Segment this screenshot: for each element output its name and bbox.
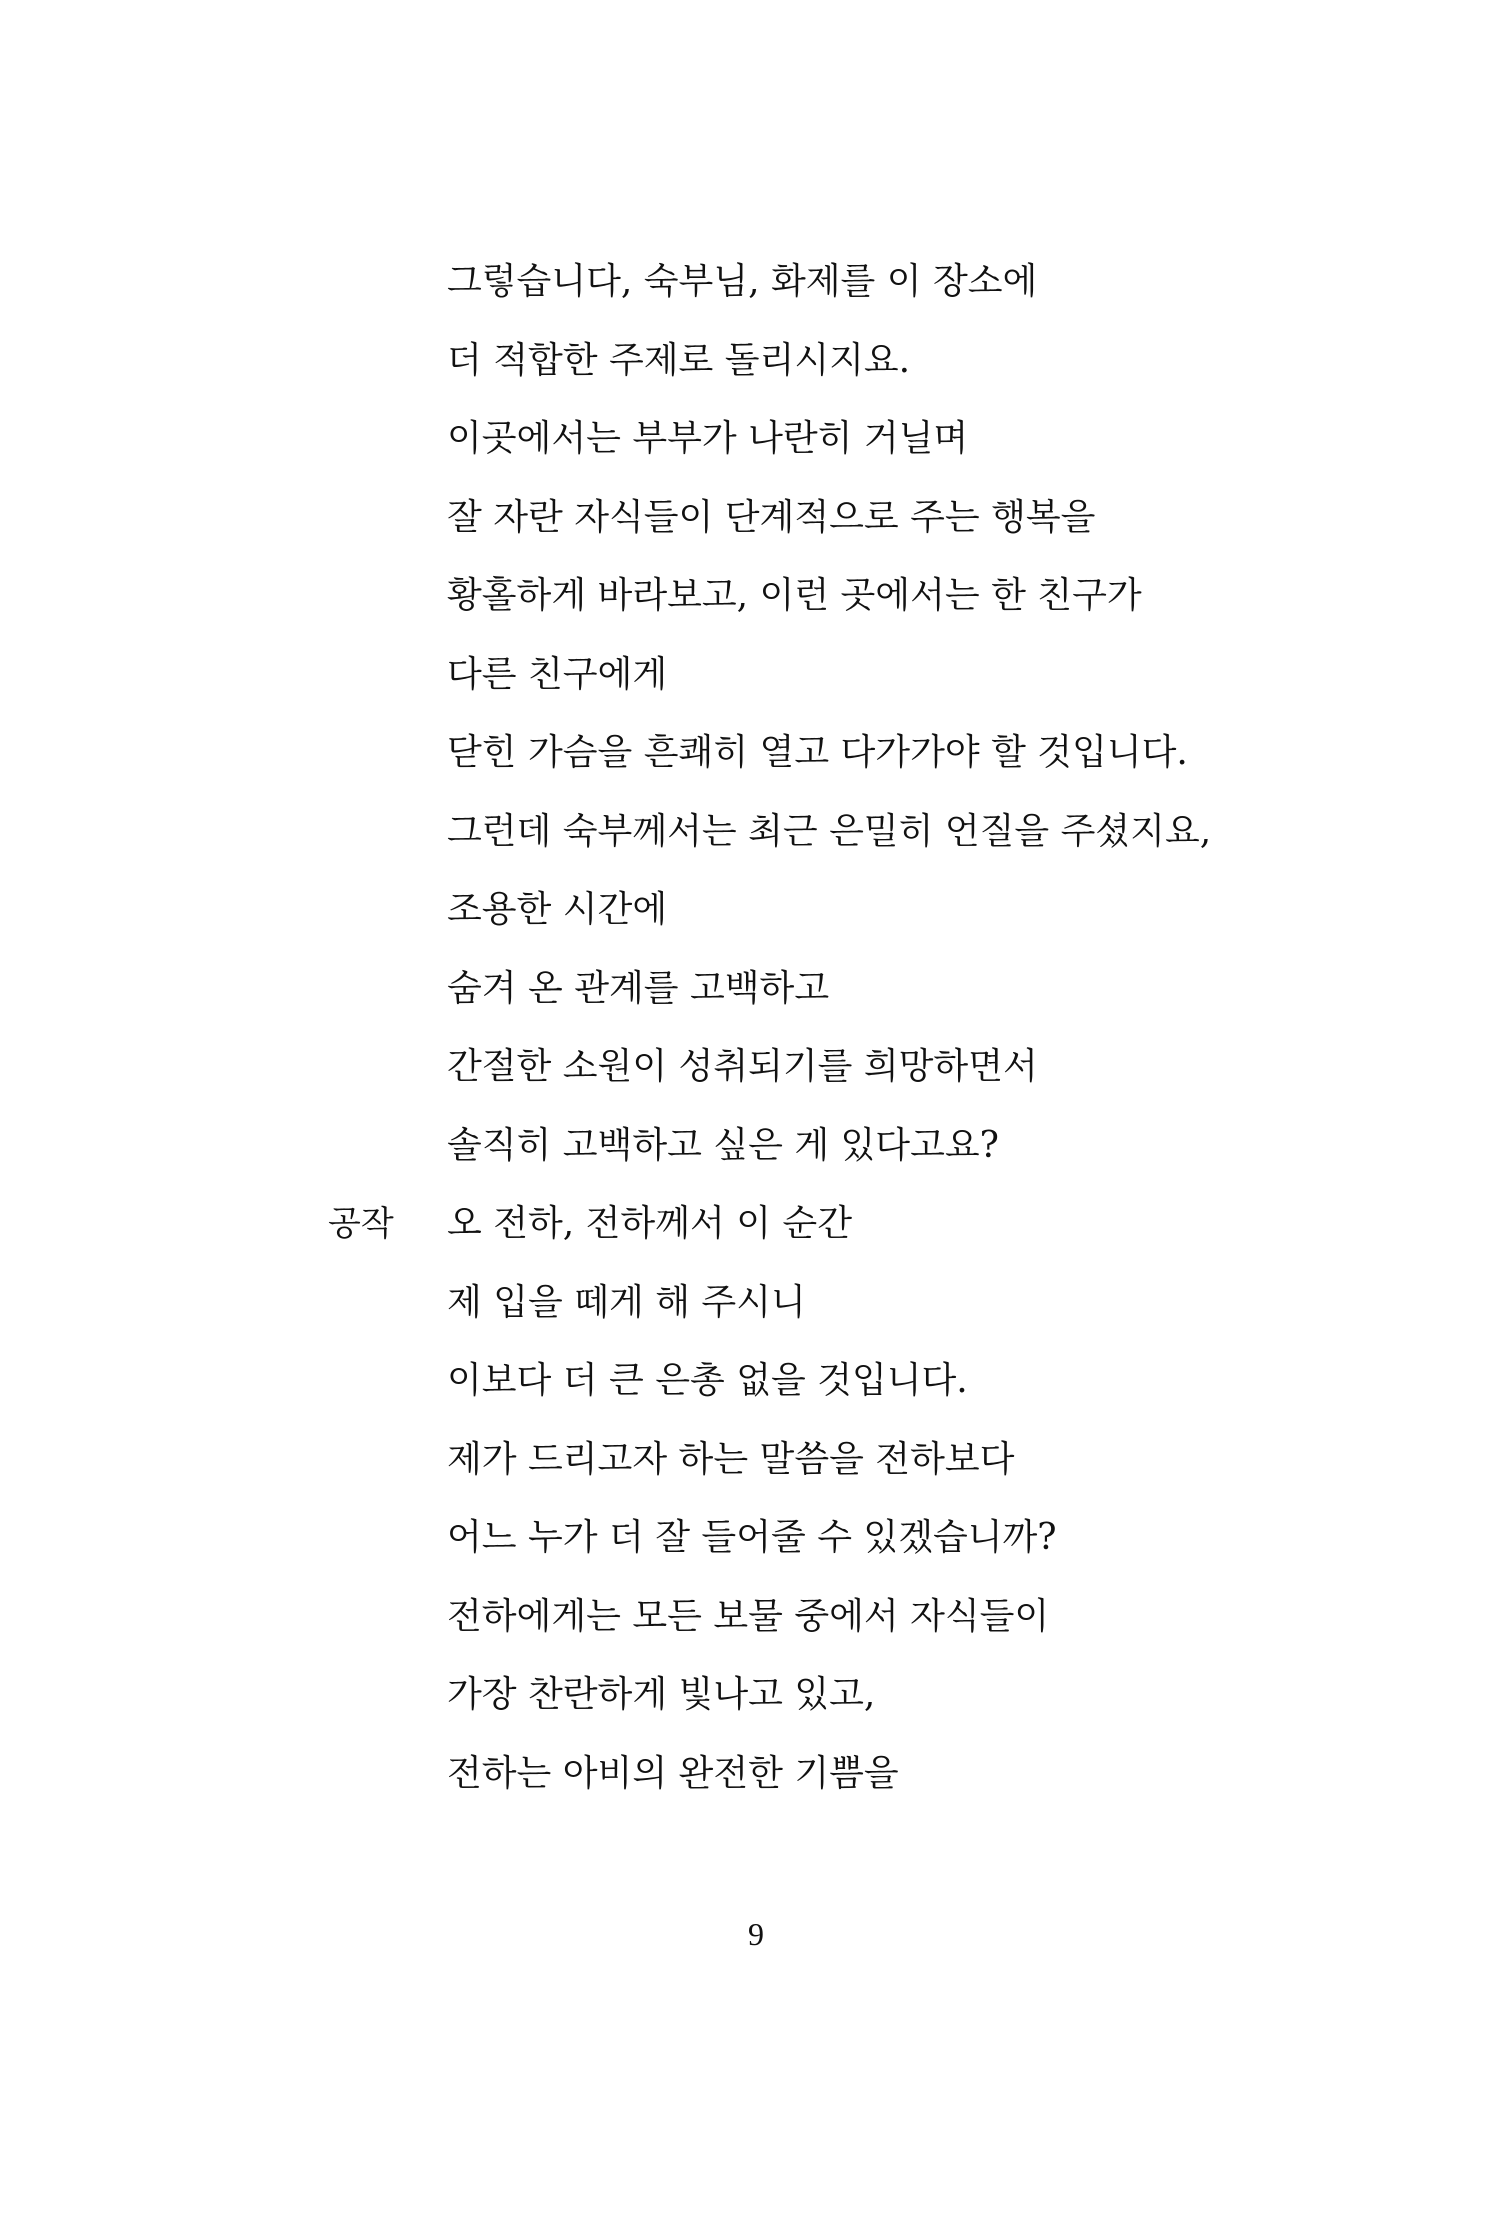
verse-text: 어느 누가 더 잘 들어줄 수 있겠습니까? — [447, 1517, 1057, 1558]
verse-line — [0, 572, 1512, 651]
verse-line — [0, 258, 1512, 337]
verse-text: 황홀하게 바라보고, 이런 곳에서는 한 친구가 — [447, 575, 1142, 616]
verse-text: 전하에게는 모든 보물 중에서 자식들이 — [447, 1595, 1050, 1637]
verse-text: 이보다 더 큰 은총 없을 것입니다. — [447, 1360, 968, 1401]
verse-text: 제 입을 떼게 해 주시니 — [447, 1281, 806, 1323]
verse-line — [0, 1357, 1512, 1436]
verse-line — [0, 729, 1512, 808]
verse-line — [0, 651, 1512, 730]
verse-text: 그런데 숙부께서는 최근 은밀히 언질을 주셨지요, — [447, 810, 1212, 852]
verse-line — [0, 1122, 1512, 1201]
verse-text: 간절한 소원이 성취되기를 희망하면서 — [447, 1046, 1038, 1087]
verse-text: 더 적합한 주제로 돌리시지요. — [447, 339, 911, 381]
verse-text: 조용한 시간에 — [447, 889, 668, 930]
verse-text: 숨겨 온 관계를 고백하고 — [447, 967, 830, 1009]
verse-text: 닫힌 가슴을 흔쾌히 열고 다가가야 할 것입니다. — [447, 732, 1188, 773]
verse-line — [0, 1436, 1512, 1515]
page-number: 9 — [748, 1916, 764, 1952]
verse-text: 솔직히 고백하고 싶은 게 있다고요? — [447, 1124, 999, 1166]
verse-text: 오 전하, 전하께서 이 순간 — [447, 1203, 852, 1244]
verse-line — [0, 1750, 1512, 1829]
speaker-name: 공작 — [328, 1204, 394, 1244]
verse-line — [0, 494, 1512, 573]
verse-text: 이곳에서는 부부가 나란히 거닐며 — [447, 418, 969, 459]
verse-line — [0, 1593, 1512, 1672]
verse-line — [0, 808, 1512, 887]
verse-line — [0, 965, 1512, 1044]
verse-line — [0, 1043, 1512, 1122]
verse-line — [0, 886, 1512, 965]
verse-line — [0, 1671, 1512, 1750]
verse-text: 가장 찬란하게 빛나고 있고, — [447, 1674, 876, 1715]
verse-text: 그렇습니다, 숙부님, 화제를 이 장소에 — [447, 261, 1038, 302]
verse-text: 다른 친구에게 — [447, 653, 668, 695]
verse-text: 제가 드리고자 하는 말씀을 전하보다 — [447, 1438, 1015, 1480]
dialogue-block — [0, 258, 1512, 1828]
verse-line — [0, 415, 1512, 494]
verse-line — [0, 1514, 1512, 1593]
verse-text: 잘 자란 자식들이 단계적으로 주는 행복을 — [447, 496, 1096, 538]
verse-line — [0, 1279, 1512, 1358]
verse-line — [0, 1200, 1512, 1279]
verse-text: 전하는 아비의 완전한 기쁨을 — [447, 1752, 899, 1794]
verse-line — [0, 337, 1512, 416]
